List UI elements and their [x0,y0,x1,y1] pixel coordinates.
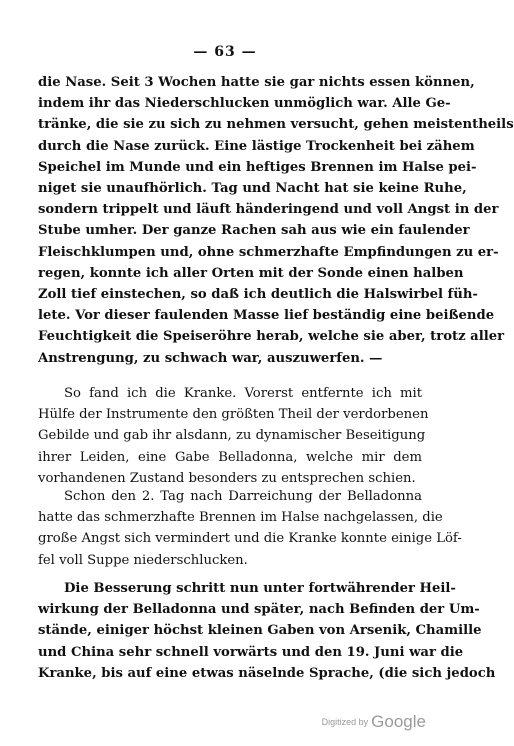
text-line: Speichel im Munde und ein heftiges Brennen im Halse pei- [38,159,477,175]
text-line: große Angst sich vermindert und die Kranke konnte einige Löf- [38,531,462,547]
text-line: indem ihr das Niederschlucken unmöglich war. Alle Ge- [38,96,451,112]
google-logo: Google [371,712,426,731]
text-line: Hülfe der Instrumente den größten Theil der verdorbenen [38,407,429,423]
paragraph-4 [38,578,496,684]
text-line: regen, konnte ich aller Orten mit der Sonde einen halben [38,265,464,281]
text-line: Anstrengung, zu schwach war, auszuwerfen. — [38,350,383,366]
text-line: Kranke, bis auf eine etwas näselnde Sprache, (die sich jedoch [38,665,496,681]
paragraph-3 [38,486,462,571]
text-line: vorhandenen Zustand besonders zu entsprechen schien. [38,470,416,486]
text-line: Schon den 2. Tag nach Darreichung der Belladonna [64,489,422,504]
text-line: sondern trippelt und läuft händeringend und voll Angst in der [38,202,499,218]
text-line: die Nase. Seit 3 Wochen hatte sie gar nichts essen können, [38,75,475,90]
text-line: und China sehr schnell vorwärts und den 19. Juni war die [38,644,464,660]
text-line: ihrer Leiden, eine Gabe Belladonna, welche mir dem [38,449,422,465]
paragraph-2 [38,383,429,489]
text-line: Zoll tief einstechen, so daß ich deutlich die Halswirbel füh- [38,287,478,303]
text-line: wirkung der Belladonna und später, nach Befinden der Um- [38,602,480,618]
digitized-by-google-watermark [322,712,426,732]
text-line: Fleischklumpen und, ohne schmerzhafte Empfindungen zu er- [38,244,499,260]
text-line: lete. Vor dieser faulenden Masse lief beständig eine beißende [38,308,495,324]
paragraph-1 [38,72,514,369]
watermark-prefix: Digitized by [321,717,369,727]
page-number-header: — 63 — [193,44,257,60]
text-line: durch die Nase zurück. Eine lästige Trockenheit bei zähem [38,138,475,154]
text-line: Gebilde und gab ihr alsdann, zu dynamischer Beseitigung [38,428,426,444]
text-line: So fand ich die Kranke. Vorerst entfernte ich mit [64,386,422,401]
text-line: hatte das schmerzhafte Brennen im Halse nachgelassen, die [38,510,443,526]
text-line: Die Besserung schritt nun unter fortwährender Heil- [64,581,456,596]
text-line: Stube umher. Der ganze Rachen sah aus wie ein faulender [38,223,470,239]
text-line: tränke, die sie zu sich zu nehmen versucht, gehen meistentheils [38,117,514,133]
text-line: niget sie unaufhörlich. Tag und Nacht hat sie keine Ruhe, [38,181,467,197]
text-line: stände, einiger höchst kleinen Gaben von Arsenik, Chamille [38,623,482,639]
text-line: Feuchtigkeit die Speiseröhre herab, welche sie aber, trotz aller [38,329,505,345]
text-line: fel voll Suppe niederschlucken. [38,552,248,568]
